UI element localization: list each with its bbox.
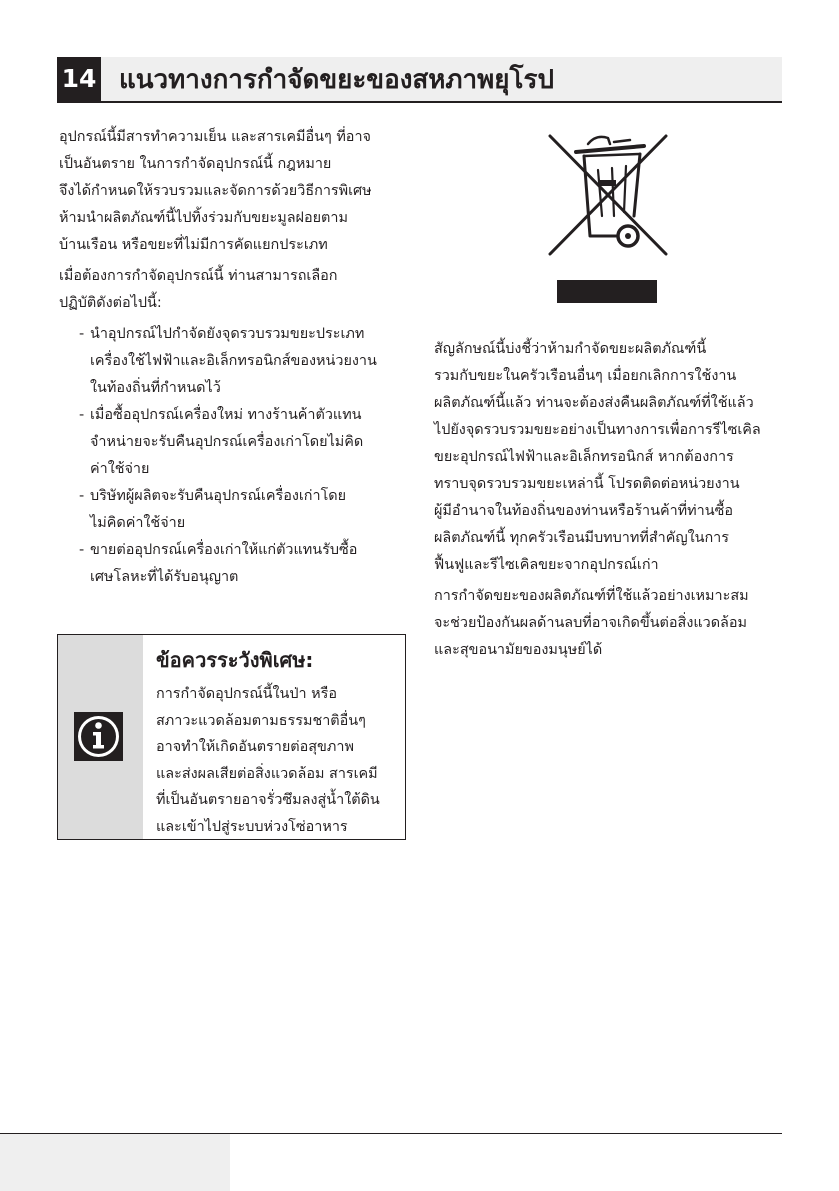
symbol-paragraph [434, 336, 794, 579]
symbol-line: สัญลักษณ์นี้บ่งชี้ว่าห้ามกำจัดขยะผลิตภัณฑ์นี้ [434, 341, 707, 357]
intro-line: เป็นอันตราย ในการกำจัดอุปกรณ์นี้ กฎหมาย [59, 156, 332, 172]
intro-paragraph [59, 124, 404, 259]
list-item-line: ขายต่ออุปกรณ์เครื่องเก่าให้แก่ตัวแทนรับซื้อ [90, 542, 358, 558]
symbol-line: ไปยังจุดรวบรวมขยะอย่างเป็นทางการเพื่อการรีไซเคิล [434, 422, 761, 438]
list-item [59, 402, 404, 483]
warning-title: ข้อควรระวังพิเศษ: [156, 648, 314, 672]
disposal-options-list [59, 321, 404, 591]
symbol-line: ผลิตภัณฑ์นี้แล้ว ท่านจะต้องส่งคืนผลิตภัณฑ์ที่ใช้แล้ว [434, 395, 754, 411]
warning-line: การกำจัดอุปกรณ์นี้ในป่า หรือ [156, 686, 338, 702]
list-item-line: ค่าใช้จ่าย [90, 461, 150, 477]
warning-icon-panel [58, 635, 143, 839]
symbol-line: ขยะอุปกรณ์ไฟฟ้าและอิเล็กทรอนิกส์ หากต้องการ [434, 449, 734, 465]
intro-line: ห้ามนำผลิตภัณฑ์นี้ไปทิ้งร่วมกับขยะมูลฝอยตาม [59, 210, 348, 226]
symbol-line: ผู้มีอำนาจในท้องถิ่นของท่านหรือร้านค้าที่ท่านซื้อ [434, 503, 733, 519]
warning-line: และส่งผลเสียต่อสิ่งแวดล้อม สารเคมี [156, 765, 378, 782]
section-title: แนวทางการกำจัดขยะของสหภาพยุโรป [119, 65, 554, 95]
list-item [59, 483, 404, 537]
list-item-line: ไม่คิดค่าใช้จ่าย [90, 515, 186, 531]
list-item-line: นำอุปกรณ์ไปกำจัดยังจุดรวบรวมขยะประเภท [90, 326, 365, 342]
list-item [59, 537, 404, 591]
closing-line: จะช่วยป้องกันผลด้านลบที่อาจเกิดขึ้นต่อสิ่งแวดล้อม [434, 615, 748, 631]
list-item-line: เศษโลหะที่ได้รับอนุญาต [90, 569, 239, 585]
info-icon [74, 712, 123, 761]
intro-line: จึงได้กำหนดให้รวบรวมและจัดการด้วยวิธีการพิเศษ [59, 183, 372, 199]
warning-line: และเข้าไปสู่ระบบห่วงโซ่อาหาร [156, 818, 348, 835]
intro-line: บ้านเรือน หรือขยะที่ไม่มีการคัดแยกประเภท [59, 237, 328, 253]
symbol-line: ฟื้นฟูและรีไซเคิลขยะจากอุปกรณ์เก่า [434, 557, 659, 573]
section-header [57, 57, 782, 103]
bullet-mark: - [79, 542, 85, 558]
crossed-out-wheelie-bin-icon [548, 132, 668, 258]
warning-line: สภาวะแวดล้อมตามธรรมชาติอื่นๆ [156, 712, 366, 729]
warning-box [57, 634, 406, 840]
list-item [59, 321, 404, 402]
intro-line: อุปกรณ์นี้มีสารทำความเย็น และสารเคมีอื่นๆ ที่อาจ [59, 129, 371, 145]
symbol-line: รวมกับขยะในครัวเรือนอื่นๆ เมื่อยกเลิกการใช้งาน [434, 368, 737, 384]
options-intro-line: ปฏิบัติดังต่อไปนี้: [59, 295, 162, 311]
right-column [434, 336, 794, 668]
list-item-line: เมื่อซื้ออุปกรณ์เครื่องใหม่ ทางร้านค้าตัวแทน [90, 407, 362, 423]
options-intro-paragraph [59, 263, 404, 317]
warning-line: ที่เป็นอันตรายอาจรั่วซึมลงสู่น้ำใต้ดิน [156, 792, 380, 808]
warning-line: อาจทำให้เกิดอันตรายต่อสุขภาพ [156, 739, 354, 755]
options-intro-line: เมื่อต้องการกำจัดอุปกรณ์นี้ ท่านสามารถเลือก [59, 268, 338, 284]
bullet-mark: - [79, 326, 85, 342]
symbol-bar [557, 280, 657, 303]
closing-line: การกำจัดขยะของผลิตภัณฑ์ที่ใช้แล้วอย่างเหมาะสม [434, 588, 749, 604]
bullet-mark: - [79, 488, 85, 504]
list-item-line: จำหน่ายจะรับคืนอุปกรณ์เครื่องเก่าโดยไม่คิด [90, 434, 364, 450]
left-column [59, 124, 404, 591]
list-item-line: บริษัทผู้ผลิตจะรับคืนอุปกรณ์เครื่องเก่าโดย [90, 488, 347, 504]
symbol-line: ผลิตภัณฑ์นี้ ทุกครัวเรือนมีบทบาทที่สำคัญในการ [434, 530, 729, 546]
list-item-line: ในท้องถิ่นที่กำหนดไว้ [90, 380, 221, 396]
warning-content [156, 645, 404, 840]
section-number: 14 [57, 57, 101, 101]
closing-paragraph [434, 583, 794, 664]
footer-page-tab [0, 1134, 230, 1191]
symbol-line: ทราบจุดรวบรวมขยะเหล่านี้ โปรดติดต่อหน่วยงาน [434, 476, 740, 492]
bullet-mark: - [79, 407, 85, 423]
warning-text [156, 681, 404, 840]
closing-line: และสุขอนามัยของมนุษย์ได้ [434, 642, 603, 658]
list-item-line: เครื่องใช้ไฟฟ้าและอิเล็กทรอนิกส์ของหน่วยงาน [90, 353, 377, 369]
